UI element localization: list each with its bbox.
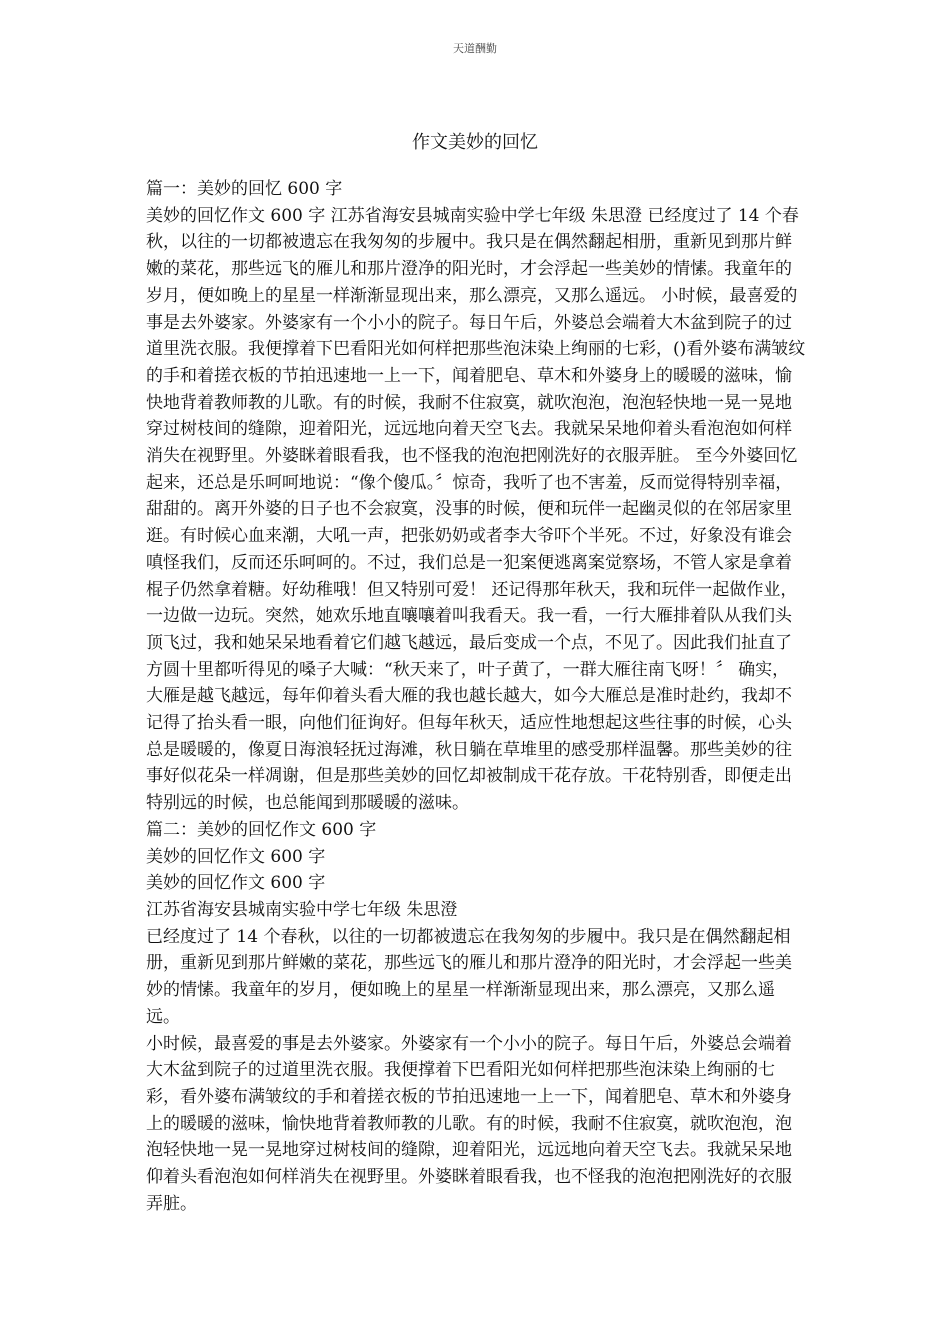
document-title: 作文美妙的回忆 xyxy=(412,132,538,153)
paragraph: 美妙的回忆作文 600 字 江苏省海安县城南实验中学七年级 朱思澄 已经度过了 14 个春秋，以往的一切都被遗忘在我匆匆的步履中。我只是在偶然翻起相册，重新见到那片鲜嫩的菜花，那些远飞的雁儿和那片澄净的阳光时，才会浮起一些美妙的情愫。我童年的岁月，便如晚上的星星一样渐渐显现出来，那么漂亮，又那么遥远。 小时候，最喜爱的事是去外婆家。外婆家有一个小小的院子。每日午后，外婆总会端着大木盆到院子的过道里洗衣服。我便撑着下巴看阳光如何样把那些泡沫染上绚丽的七彩，()看外婆布满皱纹的手和着搓衣板的节拍迅速地一上一下，闻着肥皂、草木和外婆身上的暖暖的滋味，愉快地背着教师教的儿歌。有的时候，我耐不住寂寞，就吹泡泡，泡泡轻快地一晃一晃地穿过树枝间的缝隙，迎着阳光，远远地向着天空飞去。我就呆呆地仰着头看泡泡如何样消失在视野里。外婆眯着眼看我，也不怪我的泡泡把刚洗好的衣服弄脏。 至今外婆回忆起来，还总是乐呵呵地说：“像个傻瓜。〞惊奇，我听了也不害羞，反而觉得特别幸福，甜甜的。离开外婆的日子也不会寂寞，没事的时候，便和玩伴一起幽灵似的在邻居家里逛。有时候心血来潮，大吼一声，把张奶奶或者李大爷吓个半死。不过，好象没有谁会嗔怪我们，反而还乐呵呵的。不过，我们总是一犯案便逃离案觉察场，不管人家是拿着棍子仍然拿着糖。好幼稚哦！但又特别可爱！ 还记得那年秋天，我和玩伴一起做作业，一边做一边玩。突然，她欢乐地直嚷嚷着叫我看天。我一看，一行大雁排着队从我们头顶飞过，我和她呆呆地看着它们越飞越远，最后变成一个点，不见了。因此我们扯直了方圆十里都听得见的嗓子大喊：“秋天来了，叶子黄了，一群大雁往南飞呀！〞 确实，大雁是越飞越远，每年仰着头看大雁的我也越长越大，如今大雁总是准时赴约，我却不记得了抬头看一眼，向他们征询好。但每年秋天，适应性地想起这些往事的时候，心头总是暖暖的，像夏日海浪轻抚过海滩，秋日躺在草堆里的感受那样温馨。那些美妙的往事好似花朵一样凋谢，但是那些美妙的回忆却被制成干花存放。干花特别香，即便走出特别远的时候，也总能闻到那暖暖的滋味。 xyxy=(146,205,806,814)
page-header: 天道酬勤 xyxy=(453,42,497,55)
subtitle-line: 美妙的回忆作文 600 字 xyxy=(146,846,326,867)
subtitle-line: 美妙的回忆作文 600 字 xyxy=(146,873,326,894)
document-body xyxy=(146,176,806,1217)
section-heading-1: 篇一：美妙的回忆 600 字 xyxy=(146,179,343,199)
author-line: 江苏省海安县城南实验中学七年级 朱思澄 xyxy=(146,899,458,920)
paragraph: 已经度过了 14 个春秋，以往的一切都被遗忘在我匆匆的步履中。我只是在偶然翻起相册，重新见到那片鲜嫩的菜花，那些远飞的雁儿和那片澄净的阳光时，才会浮起一些美妙的情愫。我童年的岁月，便如晚上的星星一样渐渐显现出来，那么漂亮，又那么遥远。 xyxy=(146,926,792,1027)
section-heading-2: 篇二：美妙的回忆作文 600 字 xyxy=(146,819,377,840)
paragraph: 小时候，最喜爱的事是去外婆家。外婆家有一个小小的院子。每日午后，外婆总会端着大木盆到院子的过道里洗衣服。我便撑着下巴看阳光如何样把那些泡沫染上绚丽的七彩，看外婆布满皱纹的手和着搓衣板的节拍迅速地一上一下，闻着肥皂、草木和外婆身上的暖暖的滋味，愉快地背着教师教的儿歌。有的时候，我耐不住寂寞，就吹泡泡，泡泡轻快地一晃一晃地穿过树枝间的缝隙，迎着阳光，远远地向着天空飞去。我就呆呆地仰着头看泡泡如何样消失在视野里。外婆眯着眼看我，也不怪我的泡泡把刚洗好的衣服弄脏。 xyxy=(146,1033,792,1214)
